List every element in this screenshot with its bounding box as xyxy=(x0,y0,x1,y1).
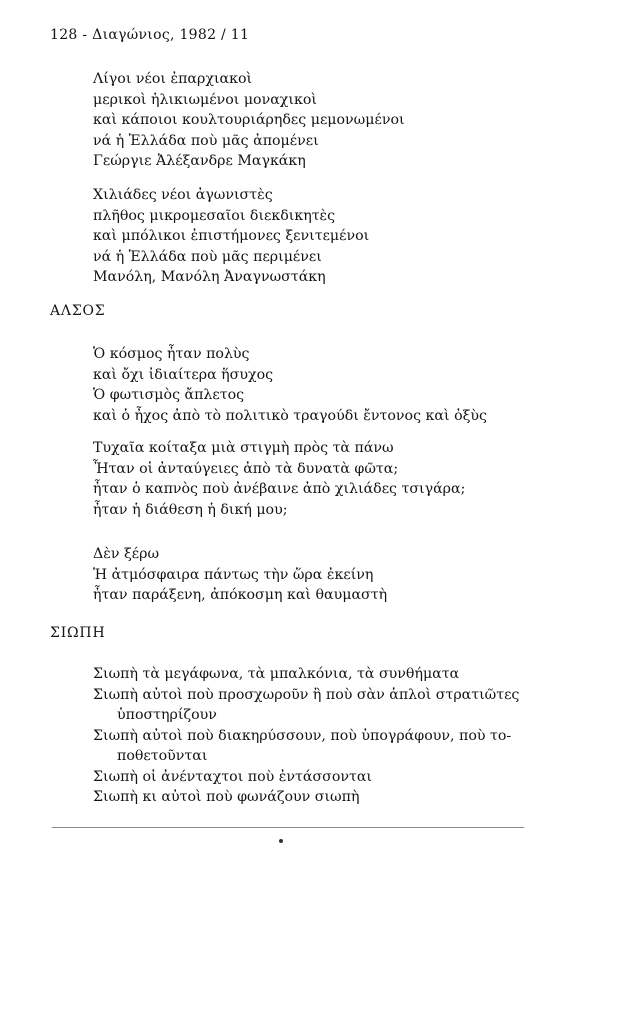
poem-line: Τυχαῖα κοίταξα μιὰ στιγμὴ πρὸς τὰ πάνω xyxy=(93,440,394,456)
poem-stanza xyxy=(93,185,369,288)
poem-line: πλῆθος μικρομεσαῖοι διεκδικητὲς xyxy=(93,207,336,224)
poem-line: Σιωπὴ αὐτοὶ ποὺ διακηρύσσουν, ποὺ ὑπογράφουν, ποὺ το- xyxy=(93,727,512,744)
running-head: 128 - Διαγώνιος, 1982 / 11 xyxy=(50,27,250,43)
section-heading-siopi: ΣΙΩΠΗ xyxy=(50,625,106,641)
poem-line: Δὲν ξέρω xyxy=(93,546,160,562)
poem-line: ἦταν παράξενη, ἀπόκοσμη καὶ θαυμαστὴ xyxy=(93,587,388,603)
poem-line: καὶ κάποιοι κουλτουριάρηδες μεμονωμένοι xyxy=(93,112,405,128)
poem-stanza xyxy=(93,664,519,808)
section-heading-alsos: ΑΛΣΟΣ xyxy=(50,303,106,319)
poem-line: Ἡ ἀτμόσφαιρα πάντως τὴν ὥρα ἐκείνη xyxy=(93,566,374,583)
poem-line: Χιλιάδες νέοι ἀγωνιστὲς xyxy=(93,187,273,203)
poem-line: καὶ ὁ ἦχος ἀπὸ τὸ πολιτικὸ τραγούδι ἔντονος καὶ ὀξὺς xyxy=(93,407,488,424)
poem-line: Σιωπὴ κι αὐτοὶ ποὺ φωνάζουν σιωπὴ xyxy=(93,789,360,805)
poem-line: καὶ μπόλικοι ἐπιστήμονες ξενιτεμένοι xyxy=(93,228,370,244)
poem-line: Λίγοι νέοι ἐπαρχιακοὶ xyxy=(93,71,253,87)
poem-line: καὶ ὄχι ἰδιαίτερα ἥσυχος xyxy=(93,366,274,383)
poem-line: Ὁ κόσμος ἦταν πολὺς xyxy=(93,346,250,362)
poem-line: Γεώργιε Ἀλέξανδρε Μαγκάκη xyxy=(93,153,306,169)
section-divider xyxy=(52,827,524,828)
poem-line: ἦταν ὁ καπνὸς ποὺ ἀνέβαινε ἀπὸ χιλιάδες τσιγάρα; xyxy=(93,481,466,497)
poem-line: Σιωπὴ τὰ μεγάφωνα, τὰ μπαλκόνια, τὰ συνθήματα xyxy=(93,666,460,682)
poem-line: νά ἡ Ἑλλάδα ποὺ μᾶς ἀπομένει xyxy=(93,132,319,149)
poem-line: Σιωπὴ οἱ ἀνένταχτοι ποὺ ἐντάσσονται xyxy=(93,768,372,785)
poem-stanza xyxy=(93,544,387,606)
poem-line: Ἦταν οἱ ἀνταύγειες ἀπὸ τὰ δυνατὰ φῶτα; xyxy=(93,460,399,477)
poem-line: μερικοὶ ἡλικιωμένοι μοναχικοὶ xyxy=(93,91,317,108)
poem-line: Σιωπὴ αὐτοὶ ποὺ προσχωροῦν ἢ ποὺ σὰν ἁπλοὶ στρατιῶτες xyxy=(93,686,520,703)
poem-line: Μανόλη, Μανόλη Ἀναγνωστάκη xyxy=(93,269,326,285)
ornament-dot xyxy=(279,839,283,843)
poem-stanza xyxy=(93,438,465,520)
poem-line: Ὁ φωτισμὸς ἄπλετος xyxy=(93,387,245,403)
poem-line: ἦταν ἡ διάθεση ἡ δική μου; xyxy=(93,501,288,518)
poem-line-continuation: ὑποστηρίζουν xyxy=(117,707,217,723)
poem-stanza xyxy=(93,344,487,426)
poem-line: νά ἡ Ἑλλάδα ποὺ μᾶς περιμένει xyxy=(93,248,322,265)
poem-stanza xyxy=(93,69,405,172)
poem-line-continuation: ποθετοῦνται xyxy=(117,748,208,764)
